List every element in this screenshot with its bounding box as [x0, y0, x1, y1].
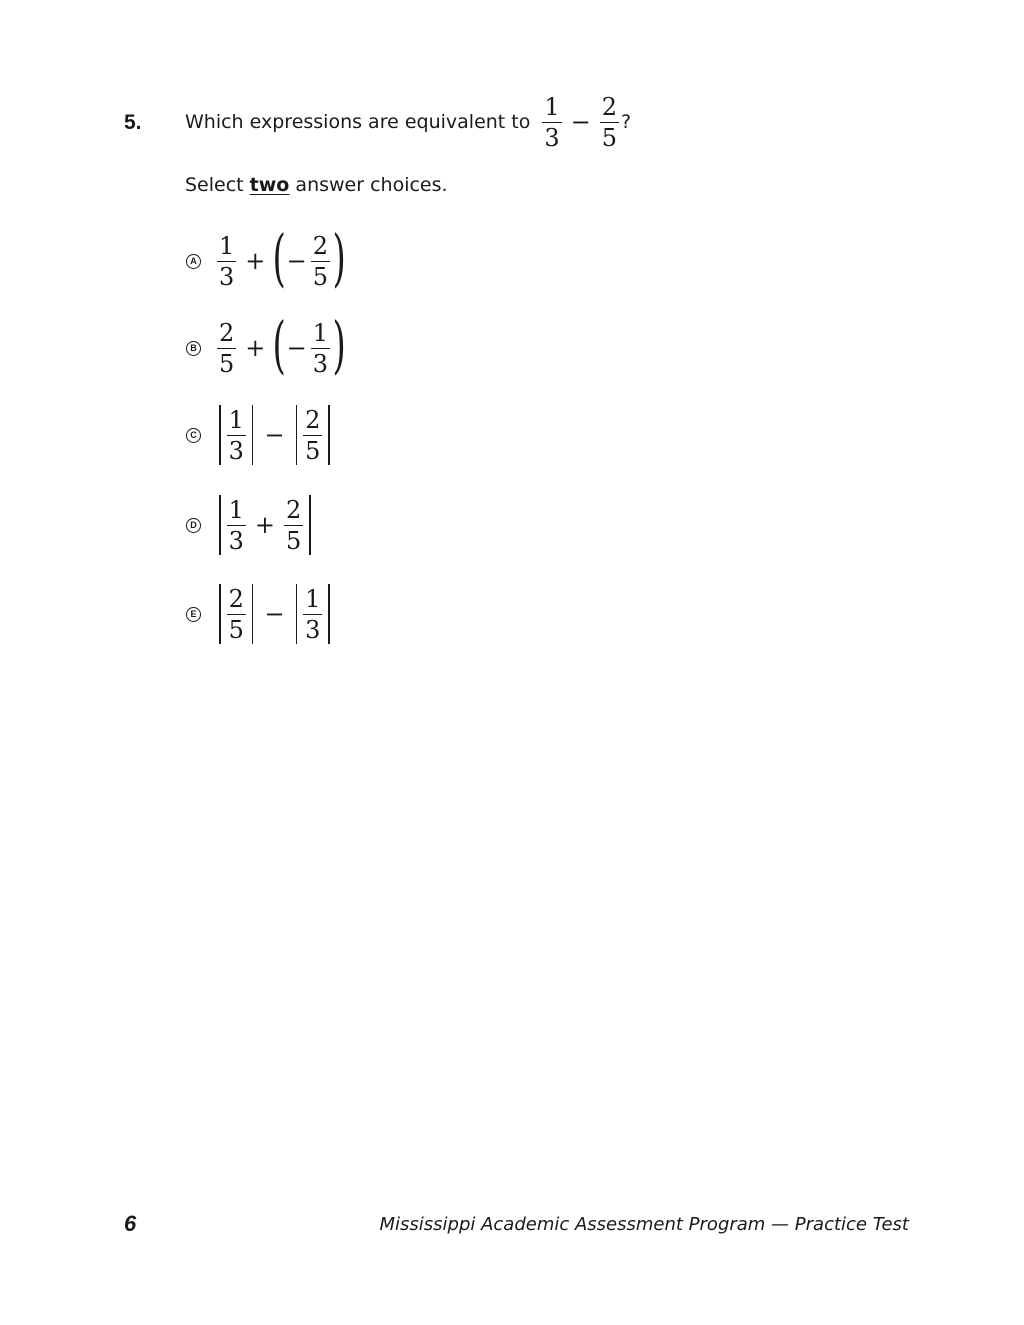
- choice-b-operator: +: [245, 334, 266, 362]
- page-number: 6: [124, 1211, 137, 1236]
- choice-a-bubble[interactable]: A: [186, 254, 201, 269]
- choice-c-abs-bar: [296, 405, 298, 465]
- answer-choice-b[interactable]: [186, 308, 346, 381]
- choice-b-bubble[interactable]: B: [186, 341, 201, 356]
- choice-e-abs-bar: [328, 584, 330, 644]
- stem-fraction-1-denominator: 3: [544, 123, 560, 152]
- choice-d-fraction-2-numerator: 2: [285, 495, 302, 524]
- choice-e-abs-bar: [296, 584, 298, 644]
- choice-b-fraction-1: [215, 318, 238, 378]
- choice-c-abs-bar: [328, 405, 330, 465]
- instruction-emphasis: two: [249, 174, 290, 196]
- choice-a-fraction-2-denominator: 5: [312, 262, 328, 291]
- choice-a-operator: +: [245, 247, 266, 275]
- choice-e-fraction-2: [301, 584, 324, 644]
- choice-c-fraction-1: [225, 405, 248, 465]
- answer-choice-e[interactable]: [186, 583, 334, 645]
- answer-choice-d[interactable]: [186, 494, 315, 556]
- choice-d-fraction-1-numerator: 1: [228, 495, 244, 524]
- choice-b-fraction-2: [309, 318, 332, 378]
- stem-question-mark: ?: [621, 111, 632, 133]
- choice-e-fraction-1: [225, 584, 248, 644]
- choice-a-expression: [215, 221, 346, 294]
- choice-b-right-paren: ): [332, 308, 346, 381]
- stem-operator: −: [570, 108, 591, 136]
- question-stem: [185, 88, 631, 156]
- instruction-before: Select: [185, 174, 244, 196]
- choice-e-operator: −: [264, 600, 285, 628]
- choice-a-negative-sign: −: [286, 247, 307, 275]
- question-number: 5.: [124, 111, 142, 134]
- choice-e-expression: [215, 584, 334, 644]
- choice-a-right-paren: ): [332, 221, 346, 294]
- choice-b-fraction-1-numerator: 2: [219, 318, 235, 347]
- choice-d-bubble[interactable]: D: [186, 518, 201, 533]
- stem-fraction-2: [598, 92, 621, 152]
- stem-fraction-1: [540, 92, 563, 152]
- footer-title: Mississippi Academic Assessment Program — Practice Test: [379, 1214, 909, 1235]
- choice-a-left-paren: (: [272, 221, 287, 294]
- stem-fraction-1-numerator: 1: [544, 92, 560, 121]
- choice-d-fraction-1-denominator: 3: [228, 526, 244, 555]
- choice-a-fraction-2-numerator: 2: [312, 231, 328, 260]
- choice-e-fraction-2-numerator: 1: [305, 584, 321, 613]
- stem-fraction-2-numerator: 2: [601, 92, 618, 121]
- choice-d-expression: [215, 495, 315, 555]
- instruction-after: answer choices.: [295, 174, 448, 196]
- choice-c-abs-bar: [219, 405, 221, 465]
- choice-b-fraction-2-numerator: 1: [312, 318, 328, 347]
- choice-c-fraction-1-denominator: 3: [228, 436, 244, 465]
- choice-c-abs-bar: [252, 405, 254, 465]
- choice-e-fraction-1-denominator: 5: [228, 615, 244, 644]
- choice-b-negative-sign: −: [286, 334, 307, 362]
- choice-d-fraction-2-denominator: 5: [285, 526, 302, 555]
- choice-e-abs-bar: [219, 584, 221, 644]
- choice-d-abs-bar: [219, 495, 221, 555]
- choice-d-fraction-1: [225, 495, 248, 555]
- choice-c-expression: [215, 405, 334, 465]
- choice-b-fraction-2-denominator: 3: [312, 349, 328, 378]
- choice-a-fraction-1-denominator: 3: [219, 262, 235, 291]
- choice-c-bubble[interactable]: C: [186, 428, 201, 443]
- choice-d-operator: +: [254, 511, 275, 539]
- choice-d-fraction-2: [282, 495, 305, 555]
- choice-b-left-paren: (: [272, 308, 287, 381]
- choice-c-operator: −: [264, 421, 285, 449]
- answer-choice-a[interactable]: [186, 221, 346, 294]
- choice-e-fraction-2-denominator: 3: [305, 615, 321, 644]
- choice-e-abs-bar: [252, 584, 254, 644]
- stem-expression: [540, 92, 621, 152]
- choice-a-fraction-2: [309, 231, 332, 291]
- choice-b-expression: [215, 308, 346, 381]
- choice-c-fraction-1-numerator: 1: [228, 405, 244, 434]
- answer-choice-c[interactable]: [186, 404, 334, 466]
- choice-a-fraction-1-numerator: 1: [219, 231, 235, 260]
- stem-fraction-2-denominator: 5: [601, 123, 618, 152]
- choice-e-bubble[interactable]: E: [186, 607, 201, 622]
- choice-e-fraction-1-numerator: 2: [228, 584, 244, 613]
- choice-d-abs-bar: [309, 495, 311, 555]
- choice-b-fraction-1-denominator: 5: [219, 349, 235, 378]
- question-stem-text: Which expressions are equivalent to: [185, 111, 531, 133]
- instruction: [185, 173, 448, 197]
- choice-c-fraction-2-denominator: 5: [305, 436, 321, 465]
- choice-a-fraction-1: [215, 231, 238, 291]
- choice-c-fraction-2-numerator: 2: [305, 405, 321, 434]
- choice-c-fraction-2: [301, 405, 324, 465]
